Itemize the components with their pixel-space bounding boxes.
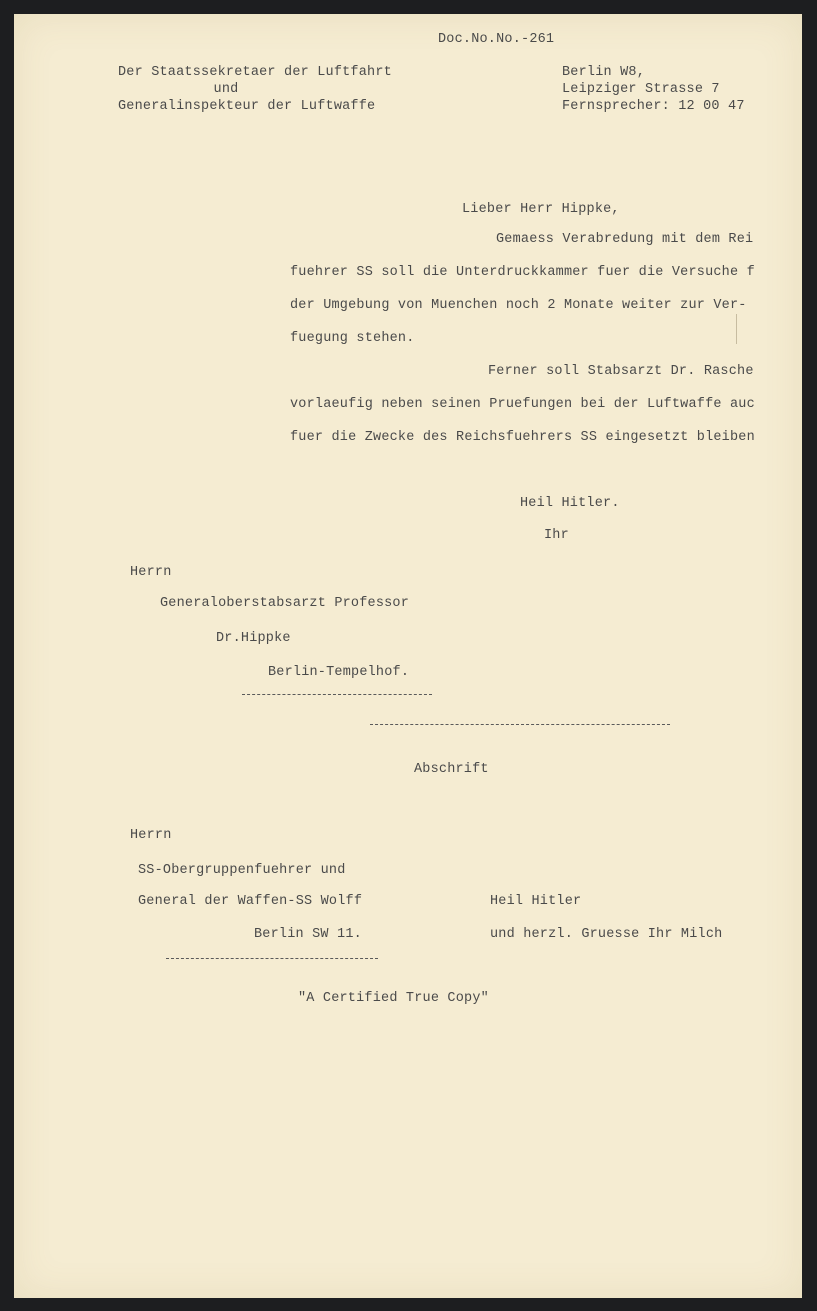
sender-line-1: Der Staatssekretaer der Luftfahrt xyxy=(118,65,392,80)
recipient1-line-3: Dr.Hippke xyxy=(216,631,291,646)
document-number: Doc.No.No.-261 xyxy=(438,32,555,47)
body-line-2: fuehrer SS soll die Unterdruckkammer fuer die Versuche f xyxy=(290,265,755,280)
body-line-3: der Umgebung von Muenchen noch 2 Monate weiter zur Ver- xyxy=(290,298,747,313)
salutation: Lieber Herr Hippke, xyxy=(462,202,620,217)
body-line-6: vorlaeufig neben seinen Pruefungen bei der Luftwaffe auc xyxy=(290,397,755,412)
closing2-line-1: Heil Hitler xyxy=(490,894,582,909)
closing-signoff: Ihr xyxy=(544,528,569,543)
recipient1-line-2: Generaloberstabsarzt Professor xyxy=(160,596,410,611)
closing2-line-2: und herzl. Gruesse Ihr Milch xyxy=(490,927,723,942)
recipient1-line-4: Berlin-Tempelhof. xyxy=(268,665,410,680)
recipient1-line-1: Herrn xyxy=(130,565,172,580)
address-line-1: Berlin W8, xyxy=(562,65,646,80)
document-page xyxy=(14,14,802,1298)
copy-heading: Abschrift xyxy=(414,762,489,777)
recipient2-line-4: Berlin SW 11. xyxy=(254,927,362,942)
section-divider xyxy=(370,724,670,725)
margin-mark xyxy=(736,314,737,344)
body-line-4: fuegung stehen. xyxy=(290,331,415,346)
recipient2-line-2: SS-Obergruppenfuehrer und xyxy=(138,863,346,878)
recipient2-line-1: Herrn xyxy=(130,828,172,843)
body-line-1: Gemaess Verabredung mit dem Rei xyxy=(496,232,754,247)
recipient2-underline xyxy=(166,958,378,959)
sender-line-3: Generalinspekteur der Luftwaffe xyxy=(118,99,376,114)
body-line-7: fuer die Zwecke des Reichsfuehrers SS eingesetzt bleiben xyxy=(290,430,755,445)
address-line-2: Leipziger Strasse 7 xyxy=(562,82,720,97)
address-line-3: Fernsprecher: 12 00 47 xyxy=(562,99,745,114)
recipient1-underline xyxy=(242,694,432,695)
sender-line-2: und xyxy=(213,82,239,97)
closing-greeting: Heil Hitler. xyxy=(520,496,620,511)
body-line-5: Ferner soll Stabsarzt Dr. Rasche xyxy=(488,364,754,379)
recipient2-line-3: General der Waffen-SS Wolff xyxy=(138,894,363,909)
certification-note: "A Certified True Copy" xyxy=(298,991,489,1006)
